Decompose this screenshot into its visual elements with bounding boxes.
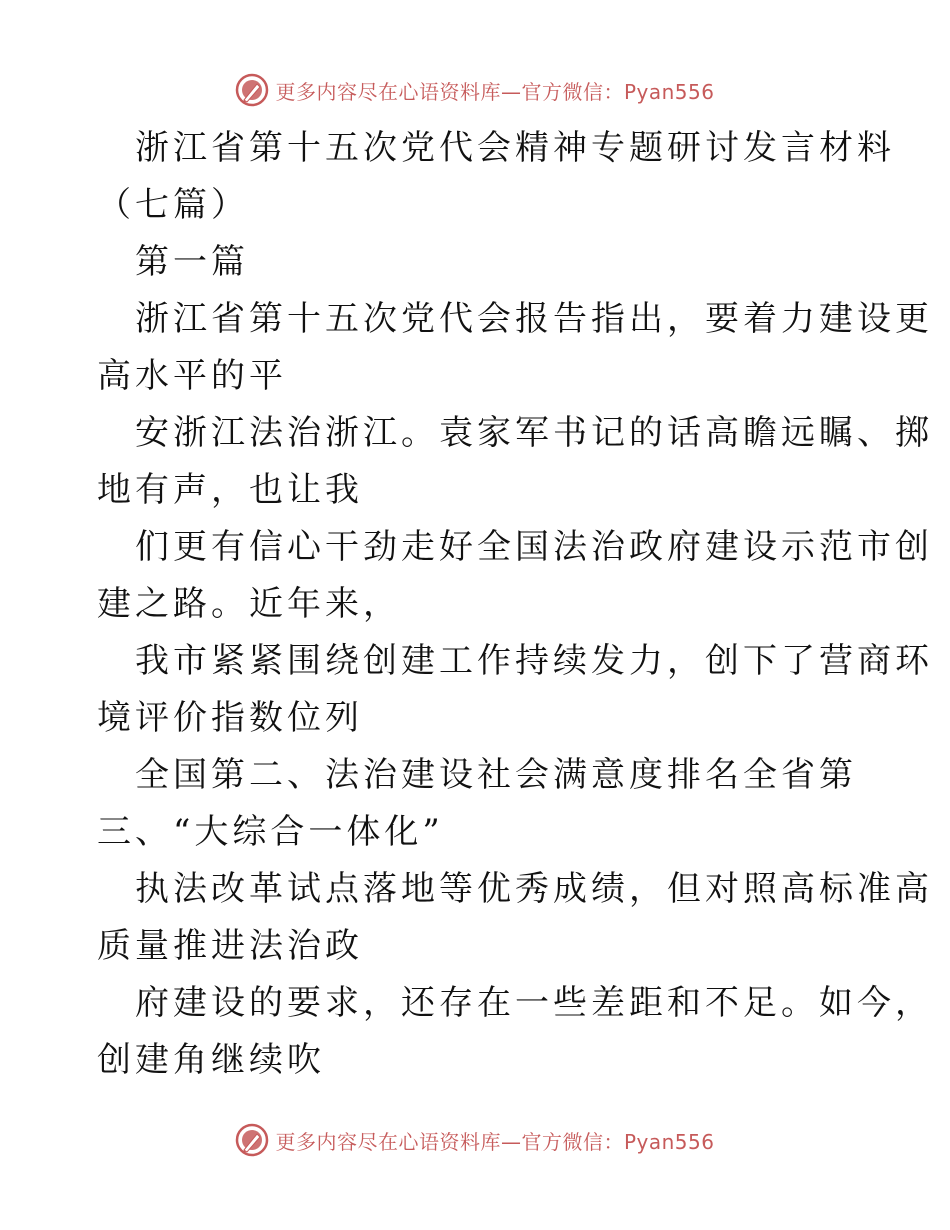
paragraph-line: 我市紧紧围绕创建工作持续发力，创下了营商环 bbox=[135, 641, 933, 681]
paragraph-line: 三、“大综合一体化” bbox=[97, 812, 444, 852]
paragraph-line: 地有声，也让我 bbox=[97, 470, 363, 510]
paragraph-line: 质量推进法治政 bbox=[97, 926, 363, 966]
paragraph-line: 安浙江法治浙江。袁家军书记的话高瞻远瞩、掷 bbox=[135, 413, 933, 453]
paragraph-line: 浙江省第十五次党代会报告指出，要着力建设更 bbox=[135, 299, 933, 339]
paragraph-line: 建之路。近年来， bbox=[97, 584, 401, 624]
pen-logo-icon bbox=[235, 1123, 269, 1157]
section-heading: 第一篇 bbox=[135, 242, 249, 282]
doc-title-line-1: 浙江省第十五次党代会精神专题研讨发言材料 bbox=[135, 128, 895, 168]
paragraph-line: 全国第二、法治建设社会满意度排名全省第 bbox=[135, 755, 857, 795]
doc-title-line-2: （七篇） bbox=[97, 185, 249, 225]
paragraph-line: 境评价指数位列 bbox=[97, 698, 363, 738]
paragraph-line: 执法改革试点落地等优秀成绩，但对照高标准高 bbox=[135, 869, 933, 909]
watermark-text: 更多内容尽在心语资料库—官方微信：Pyan556 bbox=[275, 79, 715, 104]
paragraph-line: 高水平的平 bbox=[97, 356, 287, 396]
header-watermark bbox=[0, 70, 950, 110]
watermark-text: 更多内容尽在心语资料库—官方微信：Pyan556 bbox=[275, 1129, 715, 1154]
paragraph-line: 们更有信心干劲走好全国法治政府建设示范市创 bbox=[135, 527, 933, 567]
paragraph-line: 府建设的要求，还存在一些差距和不足。如今， bbox=[135, 983, 933, 1023]
pen-logo-icon bbox=[235, 73, 269, 107]
paragraph-line: 创建角继续吹 bbox=[97, 1040, 325, 1080]
document-body bbox=[97, 120, 933, 1089]
footer-watermark bbox=[0, 1120, 950, 1160]
